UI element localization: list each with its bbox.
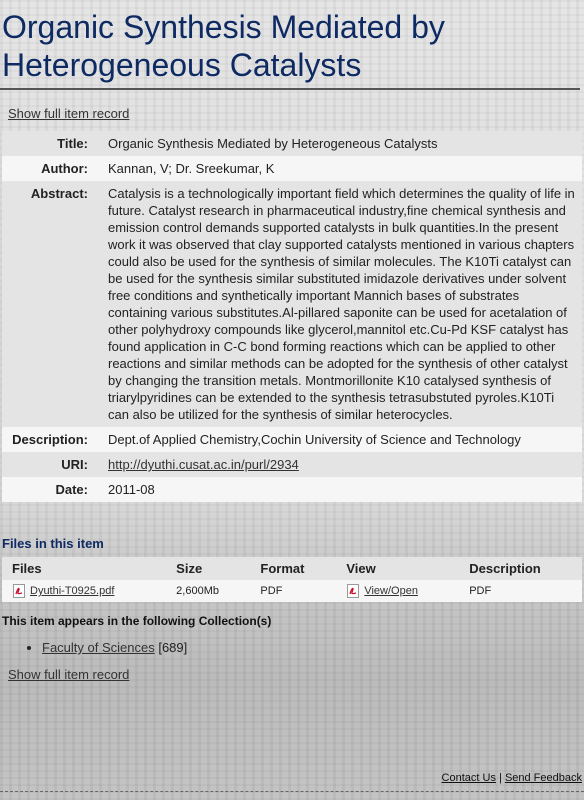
file-link[interactable] bbox=[12, 585, 114, 597]
column-header-view: View bbox=[336, 557, 459, 580]
file-description: PDF bbox=[459, 580, 582, 602]
pdf-file-icon bbox=[346, 584, 360, 598]
view-open-link[interactable] bbox=[346, 585, 418, 597]
collections-list bbox=[0, 640, 584, 655]
show-full-record-link-bottom[interactable]: Show full item record bbox=[8, 667, 130, 682]
column-header-description: Description bbox=[459, 557, 582, 580]
table-row bbox=[2, 580, 582, 602]
metadata-row-description bbox=[2, 427, 582, 452]
author-value: Kannan, V; Dr. Sreekumar, K bbox=[108, 161, 275, 176]
column-header-files: Files bbox=[2, 557, 166, 580]
column-header-size: Size bbox=[166, 557, 250, 580]
contact-us-link[interactable]: Contact Us bbox=[441, 772, 496, 784]
pdf-file-icon bbox=[12, 584, 26, 598]
metadata-row-abstract bbox=[2, 181, 582, 427]
description-value: Dept.of Applied Chemistry,Cochin University of Science and Technology bbox=[108, 432, 521, 447]
page-title: Organic Synthesis Mediated by Heterogeneous Catalysts bbox=[0, 0, 580, 90]
files-heading: Files in this item bbox=[2, 536, 104, 551]
metadata-row-uri bbox=[2, 452, 582, 477]
abstract-label: Abstract: bbox=[30, 186, 88, 201]
title-label: Title: bbox=[57, 136, 88, 151]
send-feedback-link[interactable]: Send Feedback bbox=[504, 772, 582, 784]
view-cell bbox=[336, 580, 459, 602]
metadata-row-date bbox=[2, 477, 582, 502]
uri-link[interactable]: http://dyuthi.cusat.ac.in/purl/2934 bbox=[108, 457, 299, 472]
list-item bbox=[42, 640, 584, 655]
footer-divider bbox=[0, 791, 584, 792]
file-name: Dyuthi-T0925.pdf bbox=[30, 584, 115, 597]
file-cell bbox=[2, 580, 166, 602]
file-size: 2,600Mb bbox=[166, 580, 250, 602]
uri-label: URI: bbox=[61, 457, 88, 472]
author-label: Author: bbox=[41, 161, 88, 176]
files-header-row bbox=[2, 557, 582, 580]
metadata-table bbox=[2, 131, 582, 502]
files-table bbox=[2, 557, 582, 602]
show-full-record-link[interactable]: Show full item record bbox=[8, 106, 130, 121]
title-value: Organic Synthesis Mediated by Heterogeneous Catalysts bbox=[108, 136, 438, 151]
metadata-row-author bbox=[2, 156, 582, 181]
column-header-format: Format bbox=[250, 557, 336, 580]
footer bbox=[442, 772, 582, 784]
file-format: PDF bbox=[250, 580, 336, 602]
date-value: 2011-08 bbox=[108, 482, 155, 497]
collection-link[interactable]: Faculty of Sciences bbox=[42, 640, 155, 655]
view-open-label: View/Open bbox=[364, 584, 418, 597]
collection-count: [689] bbox=[158, 640, 188, 655]
date-label: Date: bbox=[55, 482, 88, 497]
metadata-row-title bbox=[2, 131, 582, 156]
collections-heading: This item appears in the following Collection(s) bbox=[2, 614, 272, 628]
description-label: Description: bbox=[12, 432, 88, 447]
footer-separator: | bbox=[499, 772, 502, 784]
abstract-value: Catalysis is a technologically important field which determines the quality of life in future. Catalyst research in pharmaceutical industry,fine chemical synthesis and emission control demands supported catalysts in bulk quantities.In the present work it was observed that clay supported catalysts mentioned in various chapters could also be used for the synthesis of similar molecules. The K10Ti catalyst can be used for the synthesis similar substituted imidazole derivatives under solvent free conditions and synthetically important Mannich bases of substrates containing various substitutes.Al-pillared saponite can be used for acetalation of other polyhydroxy compounds like glycerol,mannitol etc.Cu-Pd KSF catalyst has found application in C-C bond forming reactions which can be applied to other reactions and similar methods can be adopted for the synthesis of other catalyst by changing the transition metals. Montmorillonite K10 catalysed synthesis of triarylpyridines can be extended to the synthesis tetrasubstuted pyroles.K10Ti can also be utilized for the synthesis of similar heterocycles. bbox=[108, 186, 575, 422]
